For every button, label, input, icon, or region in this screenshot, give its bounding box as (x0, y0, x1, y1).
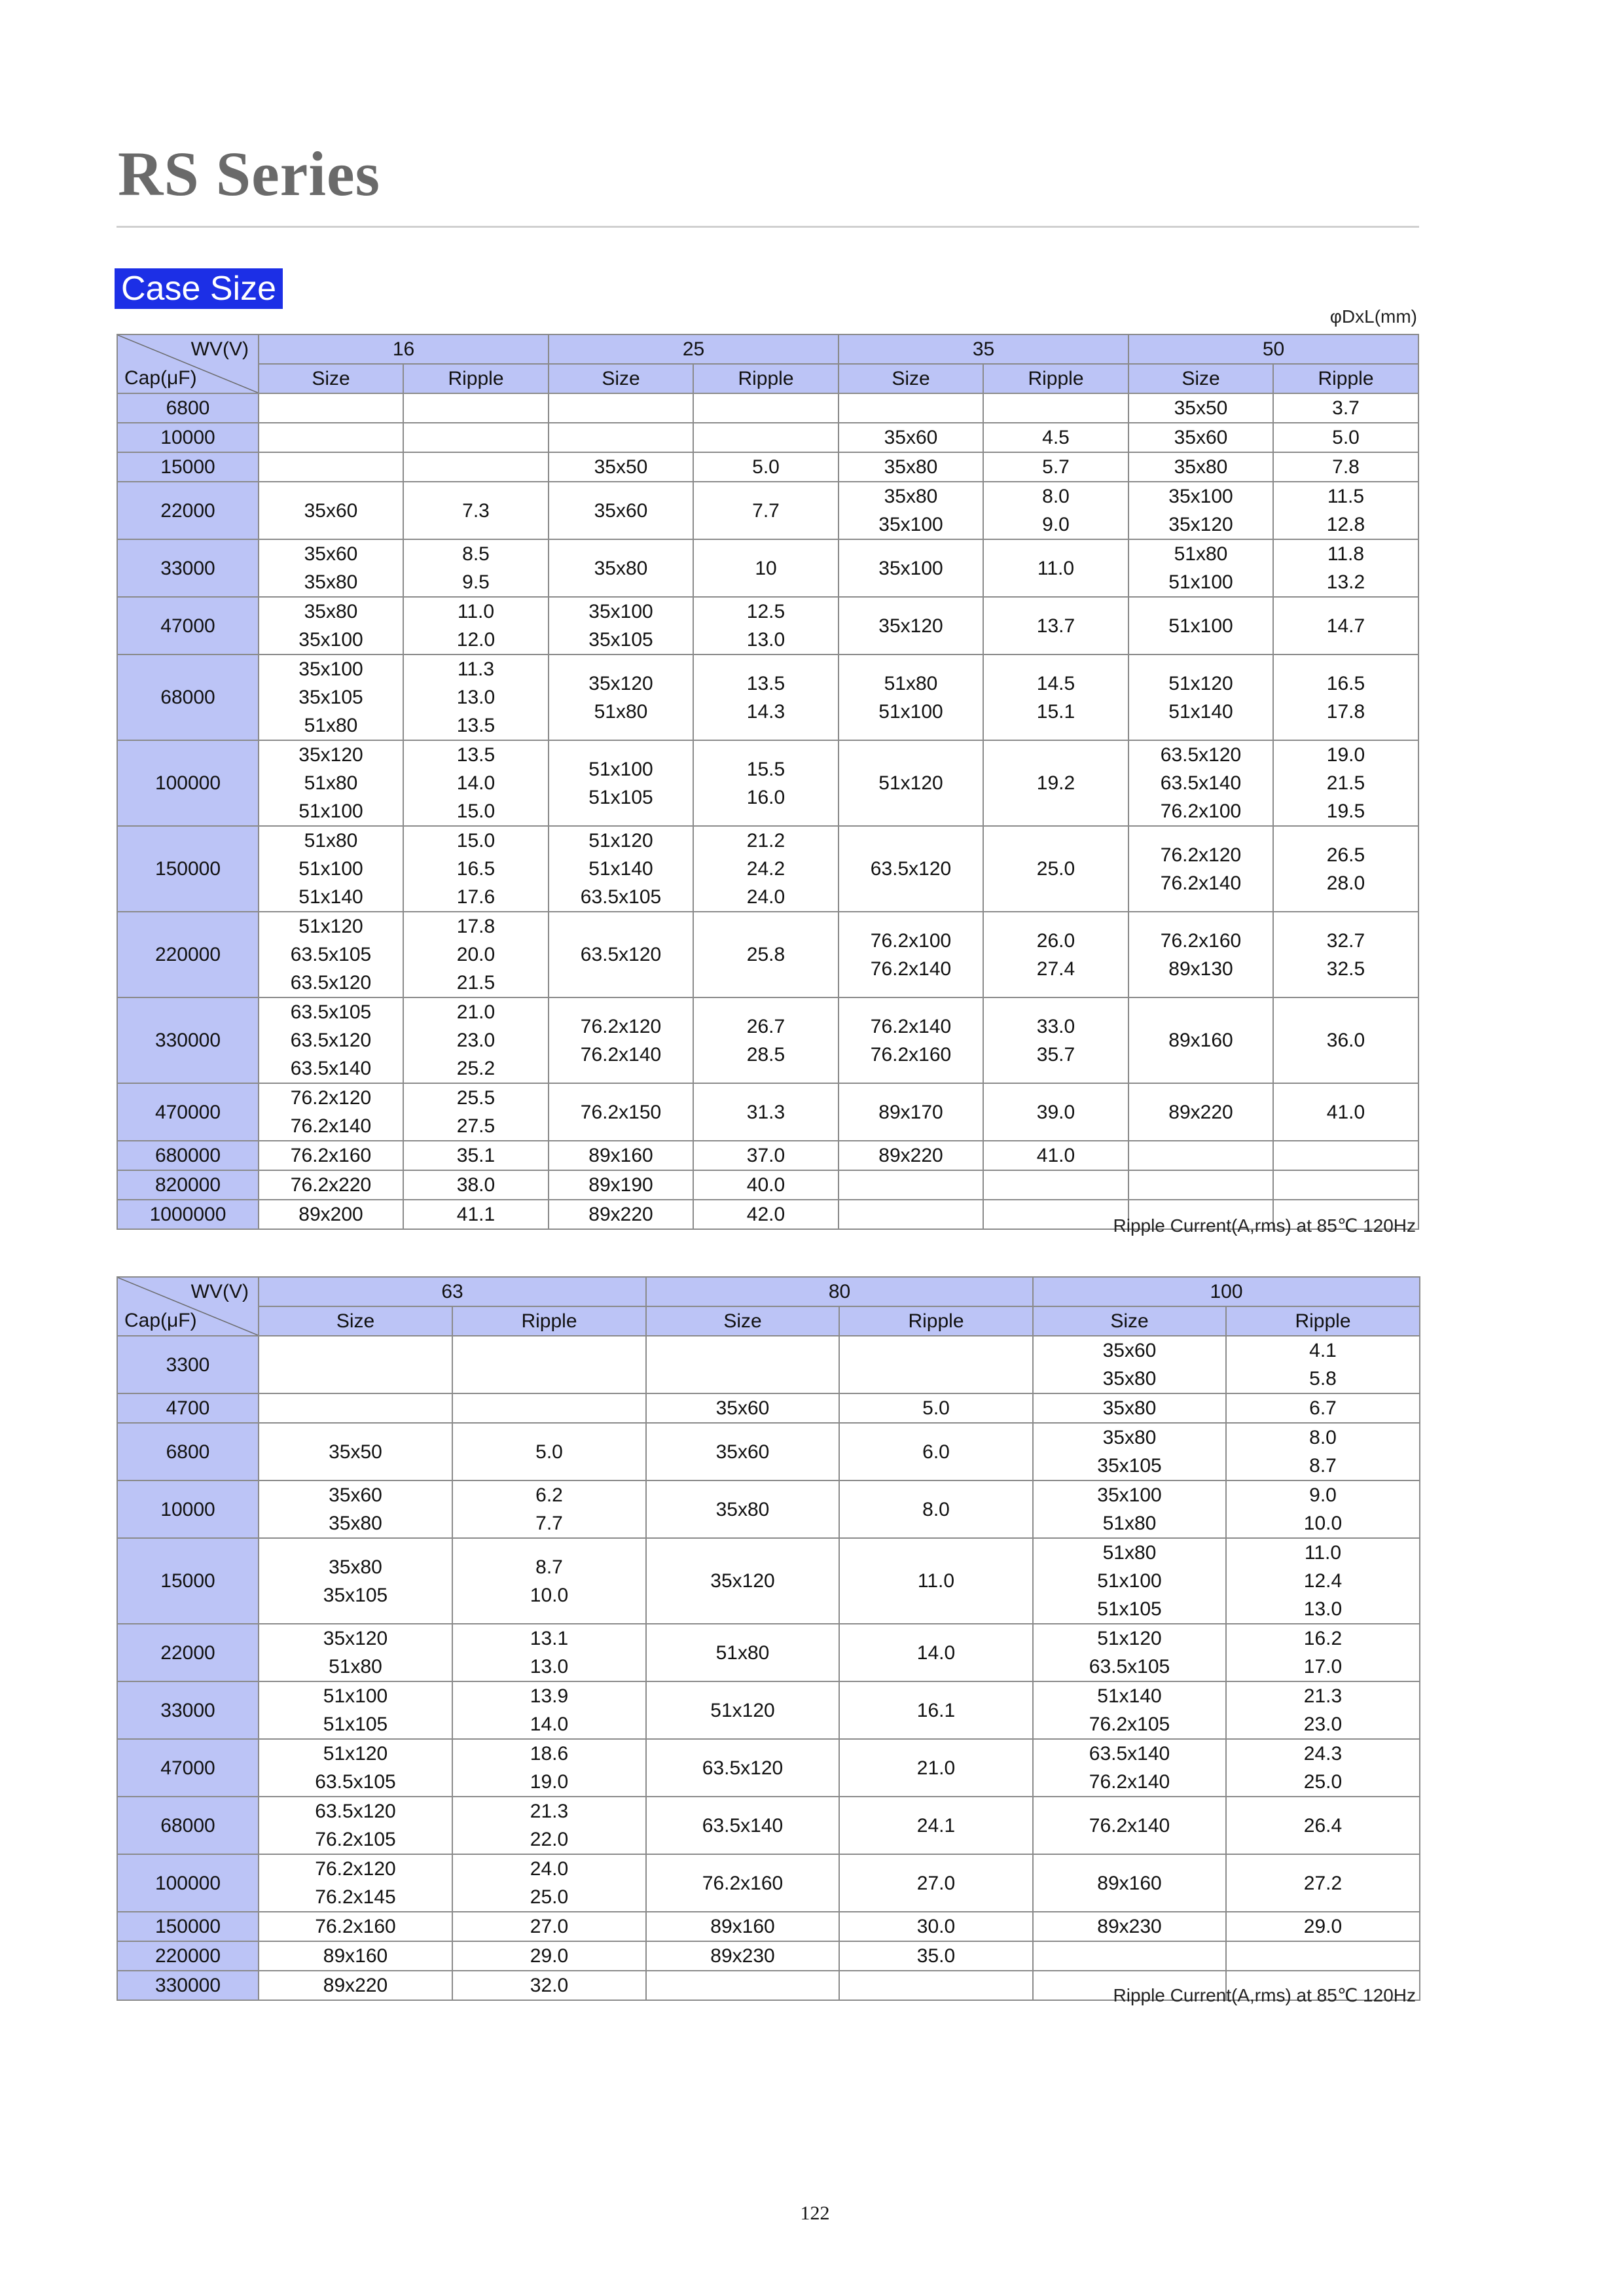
size-cell (1128, 1170, 1273, 1200)
capacitance-cell: 15000 (117, 452, 259, 482)
size-cell (259, 393, 403, 423)
ripple-cell: 10 (693, 539, 839, 597)
size-cell: 76.2x150 (549, 1083, 693, 1141)
size-column-header: Size (646, 1306, 839, 1336)
ripple-cell: 41.0 (1273, 1083, 1418, 1141)
size-cell: 35x80 (839, 452, 983, 482)
ripple-column-header: Ripple (983, 364, 1128, 393)
case-size-table-low-voltage (117, 334, 1419, 1230)
size-cell: 63.5x120 (646, 1739, 839, 1797)
size-cell: 51x120 63.5x105 (1033, 1624, 1226, 1681)
ripple-cell: 16.1 (839, 1681, 1033, 1739)
size-cell: 35x100 (839, 539, 983, 597)
capacitance-cell: 10000 (117, 423, 259, 452)
size-cell: 35x60 35x80 (259, 1480, 452, 1538)
ripple-cell: 15.5 16.0 (693, 740, 839, 826)
ripple-cell (452, 1336, 646, 1393)
size-cell (646, 1336, 839, 1393)
ripple-cell: 11.0 (839, 1538, 1033, 1624)
size-cell: 89x230 (1033, 1912, 1226, 1941)
size-cell: 63.5x120 63.5x140 76.2x100 (1128, 740, 1273, 826)
size-cell: 76.2x140 (1033, 1797, 1226, 1854)
ripple-cell: 19.0 21.5 19.5 (1273, 740, 1418, 826)
ripple-cell: 11.8 13.2 (1273, 539, 1418, 597)
size-cell: 63.5x105 63.5x120 63.5x140 (259, 997, 403, 1083)
table-row (117, 1170, 1418, 1200)
size-cell (259, 1336, 452, 1393)
table-row (117, 826, 1418, 912)
size-cell: 35x80 35x100 (259, 597, 403, 655)
ripple-cell: 8.5 9.5 (403, 539, 549, 597)
page-number: 122 (800, 2202, 830, 2224)
voltage-header: 80 (646, 1277, 1033, 1306)
size-cell (549, 393, 693, 423)
ripple-cell: 4.5 (983, 423, 1128, 452)
size-cell: 35x100 35x120 (1128, 482, 1273, 539)
ripple-cell: 21.3 22.0 (452, 1797, 646, 1854)
size-cell: 35x120 (646, 1538, 839, 1624)
ripple-cell (403, 452, 549, 482)
ripple-cell: 26.4 (1226, 1797, 1420, 1854)
size-cell: 35x120 51x80 (549, 655, 693, 740)
ripple-cell: 18.6 19.0 (452, 1739, 646, 1797)
size-cell: 51x100 51x105 (259, 1681, 452, 1739)
size-cell: 51x120 (839, 740, 983, 826)
ripple-cell: 13.5 14.3 (693, 655, 839, 740)
size-cell: 89x220 (549, 1200, 693, 1229)
ripple-cell: 29.0 (1226, 1912, 1420, 1941)
size-cell: 51x120 51x140 (1128, 655, 1273, 740)
table-row (117, 1854, 1420, 1912)
capacitance-cell: 150000 (117, 1912, 259, 1941)
voltage-header: 25 (549, 334, 839, 364)
ripple-cell: 7.8 (1273, 452, 1418, 482)
capacitance-cell: 820000 (117, 1170, 259, 1200)
ripple-cell: 35.0 (839, 1941, 1033, 1971)
size-cell: 35x100 35x105 (549, 597, 693, 655)
table-row (117, 1336, 1420, 1393)
ripple-cell: 8.0 9.0 (983, 482, 1128, 539)
table-row (117, 1083, 1418, 1141)
size-cell: 76.2x120 76.2x140 (549, 997, 693, 1083)
ripple-cell: 38.0 (403, 1170, 549, 1200)
ripple-cell: 11.0 (983, 539, 1128, 597)
ripple-column-header: Ripple (1226, 1306, 1420, 1336)
table-row (117, 452, 1418, 482)
ripple-cell: 26.0 27.4 (983, 912, 1128, 997)
ripple-column-header: Ripple (452, 1306, 646, 1336)
size-cell (1033, 1941, 1226, 1971)
size-cell: 35x50 (549, 452, 693, 482)
ripple-column-header: Ripple (403, 364, 549, 393)
ripple-cell: 13.9 14.0 (452, 1681, 646, 1739)
ripple-cell (983, 1200, 1128, 1229)
ripple-cell: 8.0 8.7 (1226, 1423, 1420, 1480)
table-row (117, 423, 1418, 452)
wv-label: WV(V) (190, 338, 249, 360)
ripple-cell: 11.0 12.4 13.0 (1226, 1538, 1420, 1624)
ripple-cell: 24.1 (839, 1797, 1033, 1854)
ripple-cell (403, 423, 549, 452)
size-column-header: Size (1128, 364, 1273, 393)
capacitance-cell: 220000 (117, 912, 259, 997)
capacitance-cell: 150000 (117, 826, 259, 912)
table-row (117, 997, 1418, 1083)
table-row (117, 1480, 1420, 1538)
ripple-cell: 27.0 (452, 1912, 646, 1941)
capacitance-cell: 3300 (117, 1336, 259, 1393)
ripple-cell: 35.1 (403, 1141, 549, 1170)
capacitance-cell: 100000 (117, 740, 259, 826)
table-corner-header (117, 1277, 259, 1336)
size-cell: 51x120 (646, 1681, 839, 1739)
size-cell: 76.2x160 (259, 1912, 452, 1941)
size-cell: 76.2x140 76.2x160 (839, 997, 983, 1083)
ripple-cell: 29.0 (452, 1941, 646, 1971)
size-cell: 35x120 51x80 51x100 (259, 740, 403, 826)
ripple-cell: 21.0 23.0 25.2 (403, 997, 549, 1083)
size-cell: 51x80 51x100 51x105 (1033, 1538, 1226, 1624)
size-cell: 76.2x160 89x130 (1128, 912, 1273, 997)
size-cell: 51x120 51x140 63.5x105 (549, 826, 693, 912)
size-cell: 51x120 63.5x105 63.5x120 (259, 912, 403, 997)
capacitance-cell: 470000 (117, 1083, 259, 1141)
capacitance-cell: 10000 (117, 1480, 259, 1538)
size-cell (259, 423, 403, 452)
capacitance-cell: 6800 (117, 393, 259, 423)
ripple-cell: 17.8 20.0 21.5 (403, 912, 549, 997)
ripple-cell: 36.0 (1273, 997, 1418, 1083)
capacitance-cell: 15000 (117, 1538, 259, 1624)
capacitance-cell: 4700 (117, 1393, 259, 1423)
ripple-cell: 13.5 14.0 15.0 (403, 740, 549, 826)
capacitance-cell: 47000 (117, 597, 259, 655)
size-cell: 35x80 35x100 (839, 482, 983, 539)
size-cell: 35x100 35x105 51x80 (259, 655, 403, 740)
size-cell: 89x160 (646, 1912, 839, 1941)
ripple-cell: 5.0 (452, 1423, 646, 1480)
size-cell: 89x220 (259, 1971, 452, 2000)
size-cell: 76.2x120 76.2x140 (1128, 826, 1273, 912)
size-cell: 35x60 (549, 482, 693, 539)
table-row (117, 1912, 1420, 1941)
size-cell: 51x80 51x100 51x140 (259, 826, 403, 912)
size-cell: 89x190 (549, 1170, 693, 1200)
size-cell: 35x120 (839, 597, 983, 655)
ripple-cell: 15.0 16.5 17.6 (403, 826, 549, 912)
size-cell: 51x80 (646, 1624, 839, 1681)
size-cell: 89x160 (549, 1141, 693, 1170)
ripple-cell (452, 1393, 646, 1423)
size-cell: 89x220 (1128, 1083, 1273, 1141)
ripple-cell: 40.0 (693, 1170, 839, 1200)
cap-label: Cap(μF) (124, 1310, 197, 1331)
ripple-cell: 27.2 (1226, 1854, 1420, 1912)
ripple-cell: 16.2 17.0 (1226, 1624, 1420, 1681)
size-cell: 63.5x120 (549, 912, 693, 997)
ripple-cell: 7.7 (693, 482, 839, 539)
size-cell (839, 393, 983, 423)
table-row (117, 1393, 1420, 1423)
table-body (117, 1336, 1420, 2000)
size-cell: 51x80 51x100 (1128, 539, 1273, 597)
table-row (117, 597, 1418, 655)
size-cell: 76.2x160 (259, 1141, 403, 1170)
ripple-cell: 21.2 24.2 24.0 (693, 826, 839, 912)
ripple-cell: 21.3 23.0 (1226, 1681, 1420, 1739)
ripple-cell: 6.7 (1226, 1393, 1420, 1423)
table-row (117, 1141, 1418, 1170)
capacitance-cell: 22000 (117, 482, 259, 539)
ripple-cell: 7.3 (403, 482, 549, 539)
size-column-header: Size (549, 364, 693, 393)
capacitance-cell: 22000 (117, 1624, 259, 1681)
ripple-cell: 39.0 (983, 1083, 1128, 1141)
size-cell: 35x60 (839, 423, 983, 452)
table-row (117, 1739, 1420, 1797)
size-cell: 89x160 (1128, 997, 1273, 1083)
ripple-cell (1273, 1170, 1418, 1200)
page-title: RS Series (118, 139, 380, 209)
size-column-header: Size (1033, 1306, 1226, 1336)
size-cell (839, 1170, 983, 1200)
ripple-cell: 6.2 7.7 (452, 1480, 646, 1538)
size-cell: 76.2x120 76.2x140 (259, 1083, 403, 1141)
size-cell: 76.2x100 76.2x140 (839, 912, 983, 997)
ripple-cell (693, 423, 839, 452)
voltage-header: 50 (1128, 334, 1418, 364)
ripple-cell: 14.7 (1273, 597, 1418, 655)
size-cell (1128, 1141, 1273, 1170)
table-row (117, 1941, 1420, 1971)
ripple-cell: 13.1 13.0 (452, 1624, 646, 1681)
size-cell (259, 452, 403, 482)
voltage-header: 63 (259, 1277, 646, 1306)
ripple-cell: 6.0 (839, 1423, 1033, 1480)
ripple-cell: 8.0 (839, 1480, 1033, 1538)
table-row (117, 1538, 1420, 1624)
size-cell: 51x100 51x105 (549, 740, 693, 826)
size-cell: 35x80 (1033, 1393, 1226, 1423)
size-cell: 35x100 51x80 (1033, 1480, 1226, 1538)
case-size-table-high-voltage (117, 1276, 1420, 2001)
ripple-cell: 24.0 25.0 (452, 1854, 646, 1912)
ripple-cell: 3.7 (1273, 393, 1418, 423)
size-cell: 35x60 (646, 1393, 839, 1423)
ripple-cell: 31.3 (693, 1083, 839, 1141)
size-cell: 51x120 63.5x105 (259, 1739, 452, 1797)
section-badge: Case Size (115, 268, 283, 309)
ripple-cell: 5.0 (839, 1393, 1033, 1423)
capacitance-cell: 33000 (117, 539, 259, 597)
size-cell: 76.2x120 76.2x145 (259, 1854, 452, 1912)
capacitance-cell: 680000 (117, 1141, 259, 1170)
voltage-header: 100 (1033, 1277, 1420, 1306)
ripple-cell: 14.5 15.1 (983, 655, 1128, 740)
ripple-cell (1273, 1141, 1418, 1170)
size-cell: 89x230 (646, 1941, 839, 1971)
capacitance-cell: 100000 (117, 1854, 259, 1912)
size-cell (549, 423, 693, 452)
table-row (117, 655, 1418, 740)
size-column-header: Size (259, 1306, 452, 1336)
size-cell: 89x200 (259, 1200, 403, 1229)
size-cell: 76.2x220 (259, 1170, 403, 1200)
table-row (117, 740, 1418, 826)
size-cell: 63.5x140 (646, 1797, 839, 1854)
ripple-column-header: Ripple (1273, 364, 1418, 393)
capacitance-cell: 33000 (117, 1681, 259, 1739)
ripple-cell: 5.0 (693, 452, 839, 482)
size-column-header: Size (259, 364, 403, 393)
ripple-cell: 16.5 17.8 (1273, 655, 1418, 740)
ripple-cell: 24.3 25.0 (1226, 1739, 1420, 1797)
cap-label: Cap(μF) (124, 367, 197, 389)
size-cell: 35x60 35x80 (1033, 1336, 1226, 1393)
table-body (117, 393, 1418, 1229)
size-cell: 35x60 (1128, 423, 1273, 452)
size-cell: 76.2x160 (646, 1854, 839, 1912)
size-cell: 63.5x140 76.2x140 (1033, 1739, 1226, 1797)
ripple-cell: 32.7 32.5 (1273, 912, 1418, 997)
ripple-cell (693, 393, 839, 423)
size-cell: 35x50 (1128, 393, 1273, 423)
ripple-cell (983, 1170, 1128, 1200)
ripple-cell (403, 393, 549, 423)
ripple-cell: 21.0 (839, 1739, 1033, 1797)
size-cell: 89x220 (839, 1141, 983, 1170)
size-cell: 35x60 (259, 482, 403, 539)
ripple-cell: 25.0 (983, 826, 1128, 912)
ripple-cell: 12.5 13.0 (693, 597, 839, 655)
ripple-cell: 27.0 (839, 1854, 1033, 1912)
unit-note: φDxL(mm) (1329, 306, 1417, 327)
capacitance-cell: 68000 (117, 1797, 259, 1854)
table-corner-header (117, 334, 259, 393)
size-cell: 35x80 35x105 (1033, 1423, 1226, 1480)
size-cell: 35x60 (646, 1423, 839, 1480)
ripple-cell: 42.0 (693, 1200, 839, 1229)
voltage-header: 16 (259, 334, 549, 364)
table-row (117, 539, 1418, 597)
table-row (117, 1624, 1420, 1681)
ripple-cell: 19.2 (983, 740, 1128, 826)
wv-label: WV(V) (190, 1281, 249, 1302)
size-cell (839, 1200, 983, 1229)
table2-footnote: Ripple Current(A,rms) at 85℃ 120Hz (1113, 1985, 1416, 2005)
ripple-column-header: Ripple (693, 364, 839, 393)
table-row (117, 1423, 1420, 1480)
size-cell: 89x170 (839, 1083, 983, 1141)
ripple-cell: 14.0 (839, 1624, 1033, 1681)
size-cell: 51x80 51x100 (839, 655, 983, 740)
ripple-cell: 13.7 (983, 597, 1128, 655)
size-cell: 89x160 (1033, 1854, 1226, 1912)
title-divider (117, 226, 1419, 228)
ripple-cell: 11.3 13.0 13.5 (403, 655, 549, 740)
size-column-header: Size (839, 364, 983, 393)
ripple-cell: 11.5 12.8 (1273, 482, 1418, 539)
size-cell: 35x120 51x80 (259, 1624, 452, 1681)
size-cell (259, 1393, 452, 1423)
size-cell: 89x160 (259, 1941, 452, 1971)
ripple-cell: 26.7 28.5 (693, 997, 839, 1083)
size-cell: 35x80 35x105 (259, 1538, 452, 1624)
capacitance-cell: 68000 (117, 655, 259, 740)
capacitance-cell: 220000 (117, 1941, 259, 1971)
capacitance-cell: 330000 (117, 997, 259, 1083)
ripple-cell: 32.0 (452, 1971, 646, 2000)
ripple-cell (983, 393, 1128, 423)
table-row (117, 482, 1418, 539)
ripple-cell: 41.0 (983, 1141, 1128, 1170)
capacitance-cell: 6800 (117, 1423, 259, 1480)
table-row (117, 1797, 1420, 1854)
size-cell: 35x80 (1128, 452, 1273, 482)
table-row (117, 1681, 1420, 1739)
ripple-cell: 33.0 35.7 (983, 997, 1128, 1083)
ripple-cell (839, 1971, 1033, 2000)
size-cell: 51x100 (1128, 597, 1273, 655)
size-cell: 63.5x120 (839, 826, 983, 912)
ripple-cell: 8.7 10.0 (452, 1538, 646, 1624)
size-cell: 35x60 35x80 (259, 539, 403, 597)
capacitance-cell: 47000 (117, 1739, 259, 1797)
size-cell: 51x140 76.2x105 (1033, 1681, 1226, 1739)
ripple-cell: 30.0 (839, 1912, 1033, 1941)
ripple-cell: 25.8 (693, 912, 839, 997)
ripple-cell: 41.1 (403, 1200, 549, 1229)
ripple-cell (839, 1336, 1033, 1393)
table-row (117, 912, 1418, 997)
table-row (117, 393, 1418, 423)
size-cell: 35x80 (646, 1480, 839, 1538)
size-cell: 35x50 (259, 1423, 452, 1480)
ripple-cell: 5.7 (983, 452, 1128, 482)
ripple-cell: 9.0 10.0 (1226, 1480, 1420, 1538)
voltage-header: 35 (839, 334, 1128, 364)
ripple-cell: 25.5 27.5 (403, 1083, 549, 1141)
ripple-cell: 5.0 (1273, 423, 1418, 452)
size-cell (646, 1971, 839, 2000)
size-cell: 63.5x120 76.2x105 (259, 1797, 452, 1854)
size-cell: 35x80 (549, 539, 693, 597)
capacitance-cell: 1000000 (117, 1200, 259, 1229)
capacitance-cell: 330000 (117, 1971, 259, 2000)
ripple-cell: 26.5 28.0 (1273, 826, 1418, 912)
ripple-cell: 37.0 (693, 1141, 839, 1170)
table1-footnote: Ripple Current(A,rms) at 85℃ 120Hz (1113, 1215, 1416, 1236)
ripple-cell: 4.1 5.8 (1226, 1336, 1420, 1393)
ripple-column-header: Ripple (839, 1306, 1033, 1336)
ripple-cell: 11.0 12.0 (403, 597, 549, 655)
ripple-cell (1226, 1941, 1420, 1971)
